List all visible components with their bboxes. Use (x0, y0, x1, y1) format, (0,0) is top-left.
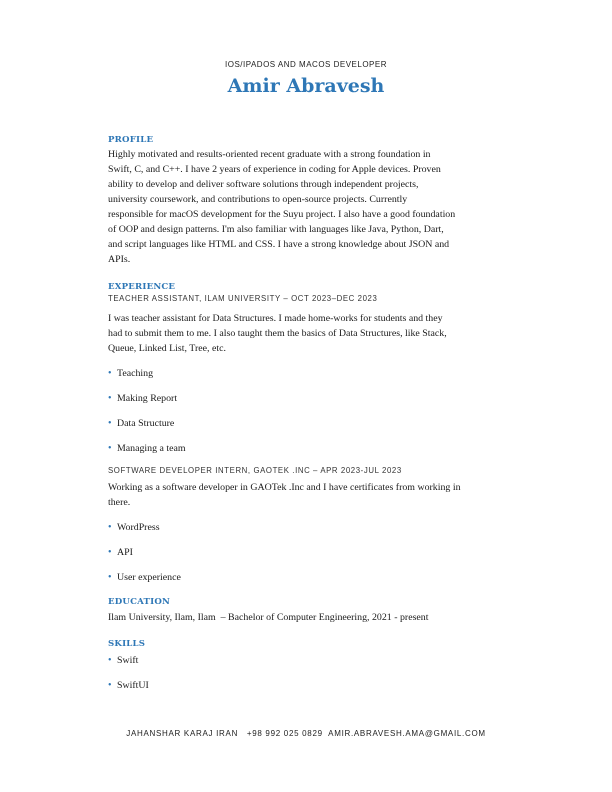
job-description-line: Queue, Linked List, Tree, etc. (108, 343, 226, 354)
experience-heading: EXPERIENCE (108, 282, 176, 292)
education-heading: EDUCATION (108, 597, 171, 607)
profile-heading: PROFILE (108, 135, 154, 145)
list-item-label: API (117, 547, 133, 558)
bullet-icon: • (108, 547, 112, 558)
profile-line: Highly motivated and results-oriented recent graduate with a strong foundation in (108, 149, 431, 160)
profile-line: university coursework, and contributions to open-source projects. Currently (108, 194, 408, 205)
list-item-label: User experience (117, 572, 181, 583)
bullet-icon: • (108, 368, 112, 379)
list-item-label: Data Structure (117, 418, 175, 429)
list-item (108, 366, 518, 381)
list-item-label: Swift (117, 655, 139, 666)
job-title: SOFTWARE DEVELOPER INTERN, GAOTEK .INC – APR 2023-JUL 2023 (108, 466, 402, 475)
bullet-icon: • (108, 522, 112, 533)
education-section (108, 597, 518, 625)
list-item-label: Teaching (117, 368, 154, 379)
job-description-line: I was teacher assistant for Data Structures. I made home-works for students and they (108, 313, 443, 324)
profile-line: Swift, C, and C++. I have 2 years of experience in coding for Apple devices. Proven (108, 164, 441, 175)
bullet-icon: • (108, 443, 112, 454)
job-title: TEACHER ASSISTANT, ILAM UNIVERSITY – OCT 2023–DEC 2023 (108, 294, 378, 303)
list-item (108, 653, 518, 668)
job-subtitle: IOS/IPADOS AND MACOS DEVELOPER (225, 60, 387, 69)
profile-line: APIs. (108, 254, 131, 265)
footer-phone[interactable]: +98 992 025 0829 (246, 729, 323, 738)
bullet-icon: • (108, 393, 112, 404)
footer-email[interactable]: AMIR.ABRAVESH.AMA@GMAIL.COM (328, 729, 486, 738)
profile-line: responsible for macOS development for the Suyu project. I also have a good foundation (108, 209, 456, 220)
list-item (108, 416, 518, 431)
profile-line: ability to develop and deliver software solutions through independent projects, (108, 179, 419, 190)
profile-line: of OOP and design patterns. I'm also familiar with languages like Java, Python, Dart, (108, 224, 444, 235)
skills-section (108, 639, 518, 649)
list-item (108, 545, 518, 560)
bullet-icon: • (108, 680, 112, 691)
footer-address: JAHANSHAR KARAJ IRAN (126, 729, 239, 738)
job-description (108, 480, 518, 510)
bullet-icon: • (108, 418, 112, 429)
candidate-name: Amir Abravesh (227, 75, 385, 97)
education-entry: Ilam University, Ilam, Ilam – Bachelor of Computer Engineering, 2021 - present (108, 612, 429, 623)
list-item (108, 391, 518, 406)
list-item (108, 678, 518, 693)
list-item-label: SwiftUI (117, 680, 149, 691)
job-description-line: had to submit them to me. I also taught them the basics of Data Structures, like Stack, (108, 328, 447, 339)
job-description-line: Working as a software developer in GAOTek .Inc and I have certificates from working in (108, 482, 461, 493)
job-description-line: there. (108, 497, 131, 508)
profile-section (108, 135, 518, 267)
list-item (108, 441, 518, 456)
profile-text (108, 147, 518, 267)
list-item-label: Making Report (117, 393, 178, 404)
contact-footer (0, 729, 612, 738)
job-description (108, 311, 518, 356)
bullet-icon: • (108, 655, 112, 666)
list-item (108, 570, 518, 585)
skills-heading: SKILLS (108, 639, 146, 649)
experience-section (108, 282, 518, 303)
bullet-icon: • (108, 572, 112, 583)
list-item (108, 520, 518, 535)
profile-line: and script languages like HTML and CSS. I have a strong knowledge about JSON and (108, 239, 450, 250)
list-item-label: Managing a team (117, 443, 186, 454)
list-item-label: WordPress (117, 522, 160, 533)
